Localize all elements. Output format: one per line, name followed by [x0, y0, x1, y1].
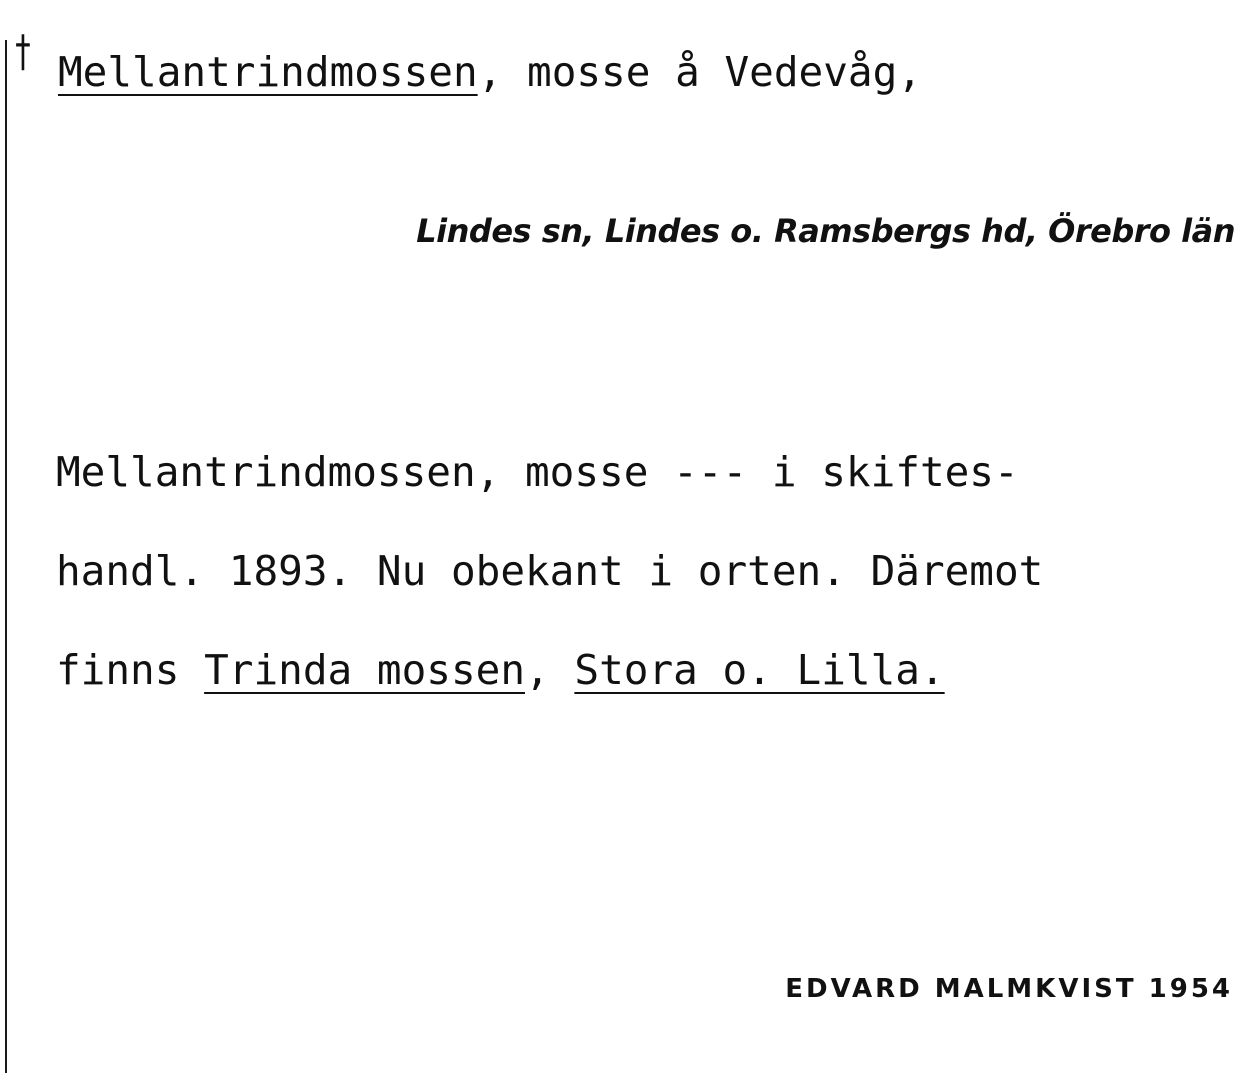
headword: Mellantrindmossen: [58, 48, 478, 96]
headword-description: , mosse å Vedevåg,: [477, 48, 922, 96]
body-line-3-separator: ,: [525, 646, 575, 694]
dagger-mark: †: [15, 26, 31, 77]
reference-stora-lilla: Stora o. Lilla.: [574, 646, 945, 694]
signature-stamp: EDVARD MALMKVIST 1954: [785, 974, 1233, 1004]
body-line-2: handl. 1893. Nu obekant i orten. Däremot: [56, 547, 1044, 595]
body-line-3: [56, 642, 945, 698]
card-left-edge: [5, 40, 7, 1073]
body-line-1: Mellantrindmossen, mosse --- i skiftes-: [56, 448, 1019, 496]
headword-line: [58, 44, 922, 100]
body-line-3-start: finns: [56, 646, 205, 694]
location-stamp: Lindes sn, Lindes o. Ramsbergs hd, Örebro län: [416, 212, 1235, 250]
reference-trinda-mossen: Trinda mossen: [204, 646, 526, 694]
